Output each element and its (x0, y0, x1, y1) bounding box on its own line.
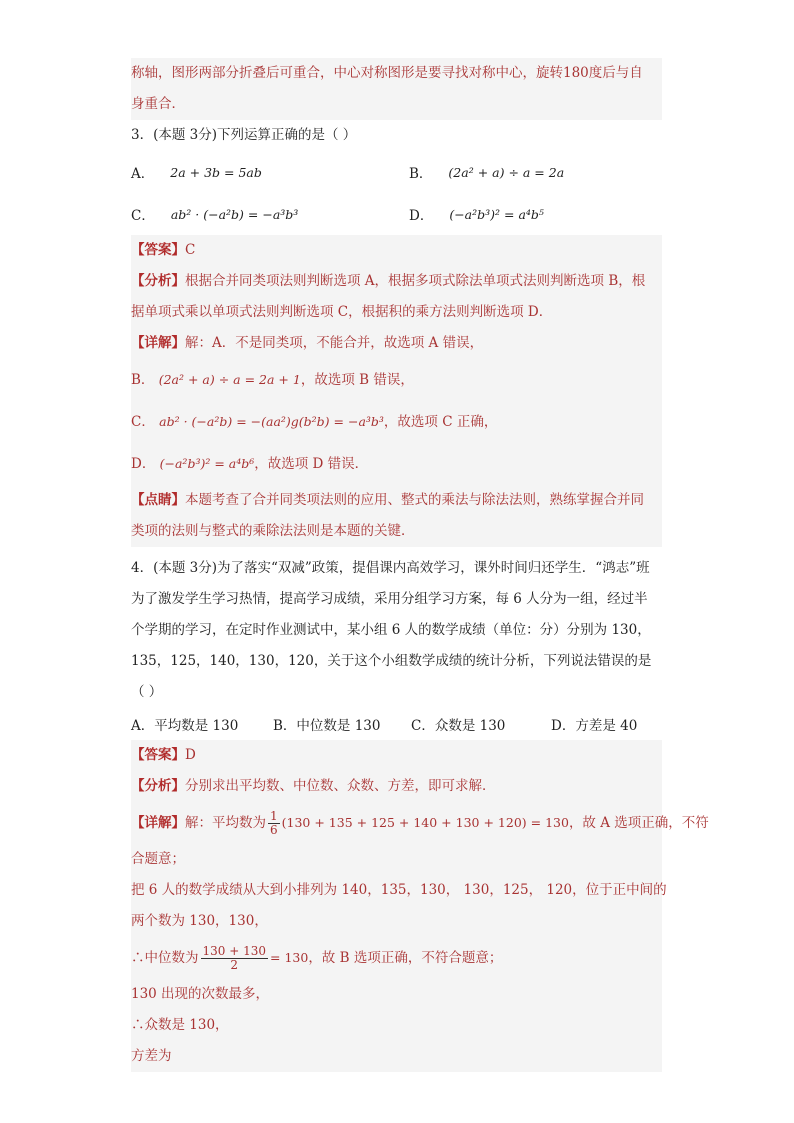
q4-mean-fraction-num: 1 (270, 809, 278, 823)
q4-detail-tag: 【详解】 (131, 815, 185, 831)
q4-sort-line-2: 两个数为 130，130， (131, 913, 268, 929)
q3-option-d-label: D． (409, 208, 434, 224)
q3-detail-c (131, 401, 662, 443)
q3-detail-a-text: 解：A．不是同类项，不能合并，故选项 A 错误， (185, 335, 484, 351)
prev-explanation-block (131, 58, 662, 120)
q4-stem-line-2: 为了激发学生学习热情，提高学习成绩，采用分组学习方案，每 6 人分为一组，经过半 (131, 591, 648, 607)
q4-median-fraction (201, 945, 269, 972)
q3-analysis-text-1: 根据合并同类项法则判断选项 A，根据多项式除法单项式法则判断选项 B，根 (185, 273, 646, 289)
q3-answer-value: C (185, 242, 196, 258)
q4-option-d: D．方差是 40 (551, 718, 638, 734)
q3-stem: 3．(本题 3分)下列运算正确的是（ ） (131, 127, 357, 143)
q3-option-d-expr: (−a²b³)² = a⁴b⁵ (449, 206, 544, 222)
q3-detail-c-label: C． (131, 414, 155, 430)
q3-analysis-tag: 【分析】 (131, 273, 185, 289)
q4-option-c: C．众数是 130 (411, 718, 506, 734)
q3-options-row-2 (131, 193, 662, 235)
q4-stem-line-4: 135，125，140，130，120，关于这个小组数学成绩的统计分析，下列说法错误的是 (131, 653, 652, 669)
document-page (131, 58, 709, 1072)
q3-detail-b-expr: (2a² + a) ÷ a = 2a + 1 (158, 372, 301, 387)
q4-option-a: A．平均数是 130 (131, 718, 239, 734)
q3-detail-c-expr: ab² · (−a²b) = −(aa²)g(b²b) = −a³b³ (159, 414, 384, 429)
q3-option-d (409, 204, 544, 224)
q4-analysis-tag: 【分析】 (131, 778, 185, 794)
q4-detail-mean-prefix: 解：平均数为 (185, 815, 266, 831)
q4-analysis (131, 771, 662, 802)
q3-detail-tag: 【详解】 (131, 335, 185, 351)
q3-comment-tag: 【点睛】 (131, 492, 185, 508)
q3-detail-d-expr: (−a²b³)² = a⁴b⁶ (159, 456, 255, 471)
q3-option-c (131, 204, 409, 224)
q4-median-fraction-den: 2 (230, 958, 239, 972)
q3-comment-text-1: 本题考查了合并同类项法则的应用、整式的乘法与除法法则，熟练掌握合并同 (185, 492, 644, 508)
q3-option-c-label: C． (131, 208, 155, 224)
q3-answer (131, 235, 662, 266)
prev-line-1: 称轴，图形两部分折叠后可重合，中心对称图形是要寻找对称中心，旋转180度后与自 (131, 65, 643, 81)
q4-option-b: B．中位数是 130 (273, 718, 381, 734)
q4-median-prefix: ∴中位数为 (131, 950, 199, 966)
q4-mode-line-1: 130 出现的次数最多， (131, 986, 270, 1002)
q4-variance: 方差为 (131, 1048, 172, 1064)
q3-analysis-line-1 (131, 266, 662, 297)
q3-option-a-label: A． (131, 166, 155, 182)
q3-detail-b (131, 359, 662, 401)
q4-median-suffix: ，故 B 选项正确，不符合题意； (308, 950, 503, 966)
q4-answer-tag: 【答案】 (131, 747, 185, 763)
q4-stem-line-1: 4．(本题 3分)为了落实“双减”政策，提倡课内高效学习，课外时间归还学生．“鸿志”班 (131, 560, 650, 576)
q4-mean-expr: (130 + 135 + 125 + 140 + 130 + 120) = 130 (281, 815, 569, 830)
q3-option-b (409, 162, 564, 182)
q4-answer (131, 740, 662, 771)
q3-answer-tag: 【答案】 (131, 242, 185, 258)
q3-option-b-expr: (2a² + a) ÷ a = 2a (448, 164, 565, 180)
q3-option-b-label: B． (409, 166, 433, 182)
q3-detail-a (131, 328, 662, 359)
q4-median (131, 937, 662, 979)
q4-solution-block (131, 740, 709, 1072)
q3-detail-d (131, 443, 662, 485)
q4-median-expr: = 130 (270, 950, 309, 965)
q4-analysis-text: 分别求出平均数、中位数、众数、方差，即可求解． (185, 778, 496, 794)
q3-solution-block (131, 235, 662, 547)
q4-stem-line-3: 个学期的学习，在定时作业测试中，某小组 6 人的数学成绩（单位：分）分别为 130， (131, 622, 651, 638)
q4-sort-line-1: 把 6 人的数学成绩从大到小排列为 140，135，130， 130，125， 120，位于正中间的 (131, 882, 667, 898)
q4-options-row (131, 708, 662, 740)
q4-answer-value: D (185, 747, 196, 763)
q3-option-a (131, 162, 409, 182)
q4-detail-mean (131, 802, 709, 844)
q3-comment-line-2: 类项的法则与整式的乘除法法则是本题的关键． (131, 523, 415, 539)
q3-detail-b-label: B． (131, 372, 155, 388)
q4-mean-cont: 合题意； (131, 851, 185, 867)
q3-option-c-expr: ab² · (−a²b) = −a³b³ (170, 206, 299, 222)
q3-detail-d-text: ，故选项 D 错误． (254, 456, 369, 472)
q3-analysis-line-2: 据单项式乘以单项式法则判断选项 C，根据积的乘方法则判断选项 D． (131, 304, 553, 320)
q4-mean-suffix: ，故 A 选项正确，不符 (568, 815, 709, 831)
q4-median-fraction-num: 130 + 130 (202, 944, 266, 958)
q3-option-a-expr: 2a + 3b = 5ab (170, 164, 262, 180)
q3-comment-line-1 (131, 485, 662, 516)
q4-stem-line-5: （ ） (131, 684, 163, 700)
q4-mode-line-2: ∴众数是 130， (131, 1017, 229, 1033)
q3-detail-d-label: D． (131, 456, 156, 472)
q3-options-row-1 (131, 151, 662, 193)
q3-detail-b-text: ，故选项 B 错误， (300, 372, 414, 388)
prev-line-2: 身重合． (131, 96, 185, 112)
q3-detail-c-text: ，故选项 C 正确， (383, 414, 498, 430)
q4-mean-fraction-den: 6 (270, 823, 278, 837)
q4-mean-fraction (268, 810, 280, 837)
